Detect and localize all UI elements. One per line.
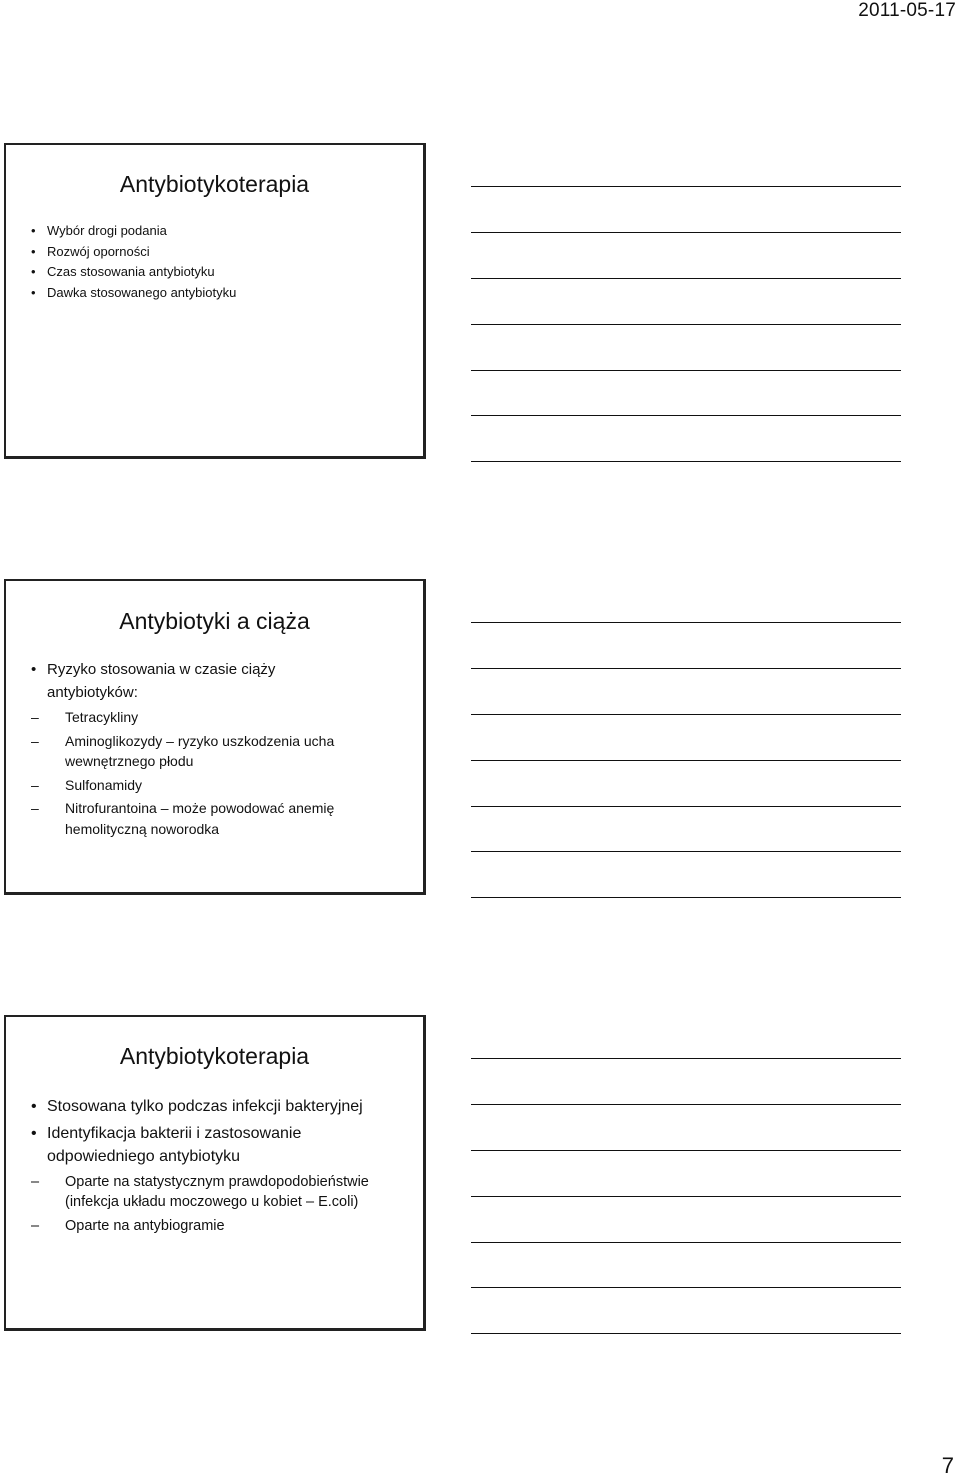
page-number: 7 <box>941 1453 954 1478</box>
bullet-item: • Stosowana tylko podczas infekcji bakteryjnej <box>31 1095 413 1118</box>
slide-title: Antybiotykoterapia <box>119 171 310 197</box>
slide-3 <box>4 1015 426 1331</box>
slide-content <box>31 1095 413 1240</box>
slide-title: Antybiotyki a ciąża <box>119 608 310 634</box>
page-date: 2011-05-17 <box>858 0 956 21</box>
bullet-item: • Wybór drogi podania <box>31 221 413 242</box>
bullet-item: • Dawka stosowanego antybiotyku <box>31 283 413 304</box>
slide-content <box>31 658 413 839</box>
sub-bullet-item: – Aminoglikozydy – ryzyko uszkodzenia ucha wewnętrznego płodu <box>31 731 365 772</box>
bullet-item: • Identyfikacja bakterii i zastosowanie odpowiedniego antybiotyku <box>31 1122 347 1168</box>
slide-title: Antybiotykoterapia <box>119 1043 310 1069</box>
bullet-item: • Ryzyko stosowania w czasie ciąży antybiotyków: <box>31 658 307 704</box>
sub-bullet-item: – Oparte na antybiogramie <box>31 1216 413 1236</box>
sub-bullet-item: – Nitrofurantoina – może powodować anemię hemolityczną noworodka <box>31 798 370 839</box>
slide-content <box>31 221 413 303</box>
sub-bullet-item: – Tetracykliny <box>31 707 413 728</box>
sub-bullet-item: – Sulfonamidy <box>31 775 413 796</box>
sub-bullet-item: – Oparte na statystycznym prawdopodobieństwie (infekcja układu moczowego u kobiet – E.coli) <box>31 1172 400 1212</box>
slide-2 <box>4 579 426 895</box>
bullet-item: • Rozwój oporności <box>31 242 413 263</box>
bullet-item: • Czas stosowania antybiotyku <box>31 262 413 283</box>
slide-1 <box>4 143 426 459</box>
